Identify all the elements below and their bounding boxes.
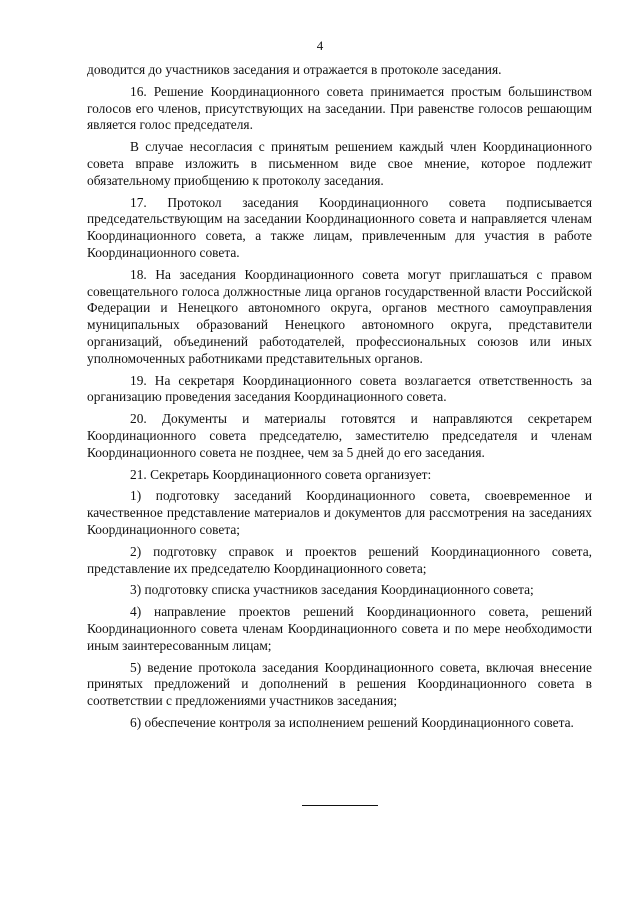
list-item-2: 2) подготовку справок и проектов решений Координационного совета, представление их председателю Координационного совета;	[87, 543, 592, 576]
paragraph-21: 21. Секретарь Координационного совета организует:	[130, 466, 432, 482]
paragraph-continuation: доводится до участников заседания и отражается в протоколе заседания.	[87, 62, 502, 77]
list-item-4: 4) направление проектов решений Координационного совета, решений Координационного совета членам Координационного совета и по мере необходимости иным заинтересованным лицам;	[87, 604, 592, 653]
list-item-3: 3) подготовку списка участников заседания Координационного совета;	[130, 582, 534, 598]
paragraph-16-disagreement: В случае несогласия с принятым решением каждый член Координационного совета вправе изложить в письменном виде свое мнение, которое подлежит обязательному приобщению к протоколу заседания.	[87, 139, 592, 188]
paragraph-16: 16. Решение Координационного совета принимается простым большинством голосов его членов, присутствующих на заседании. При равенстве голосов решающим является голос председателя.	[87, 83, 592, 133]
list-item-6: 6) обеспечение контроля за исполнением решений Координационного совета.	[130, 714, 574, 730]
paragraph-17: 17. Протокол заседания Координационного совета подписывается председательствующим на заседании Координационного совета и направляется членам Координационного совета, а также лицам, привлеченным для участия в работе Координационного совета.	[87, 194, 592, 260]
closing-rule	[302, 805, 378, 806]
paragraph-18: 18. На заседания Координационного совета могут приглашаться с правом совещательного голоса должностные лица органов государственной власти Российской Федерации и Ненецкого автономного округа, органов местного самоуправления муниципальных образований Ненецкого автономного округа, представители организаций, объединений работодателей, профессиональных союзов или иных уполномоченных работниками представительных органов.	[87, 266, 592, 366]
list-item-5: 5) ведение протокола заседания Координационного совета, включая внесение принятых предложений и дополнений в решения Координационного совета в соответствии с предложениями участников заседания;	[87, 659, 592, 709]
paragraph-20: 20. Документы и материалы готовятся и направляются секретарем Координационного совета председателю, заместителю председателя и членам Координационного совета не позднее, чем за 5 дней до его заседания.	[87, 411, 592, 460]
paragraph-19: 19. На секретаря Координационного совета возлагается ответственность за организацию проведения заседания Координационного совета.	[87, 372, 592, 405]
list-item-1: 1) подготовку заседаний Координационного совета, своевременное и качественное представление материалов и документов для рассмотрения на заседаниях Координационного совета;	[87, 488, 592, 537]
page-number: 4	[316, 38, 324, 53]
document-body	[87, 62, 592, 737]
